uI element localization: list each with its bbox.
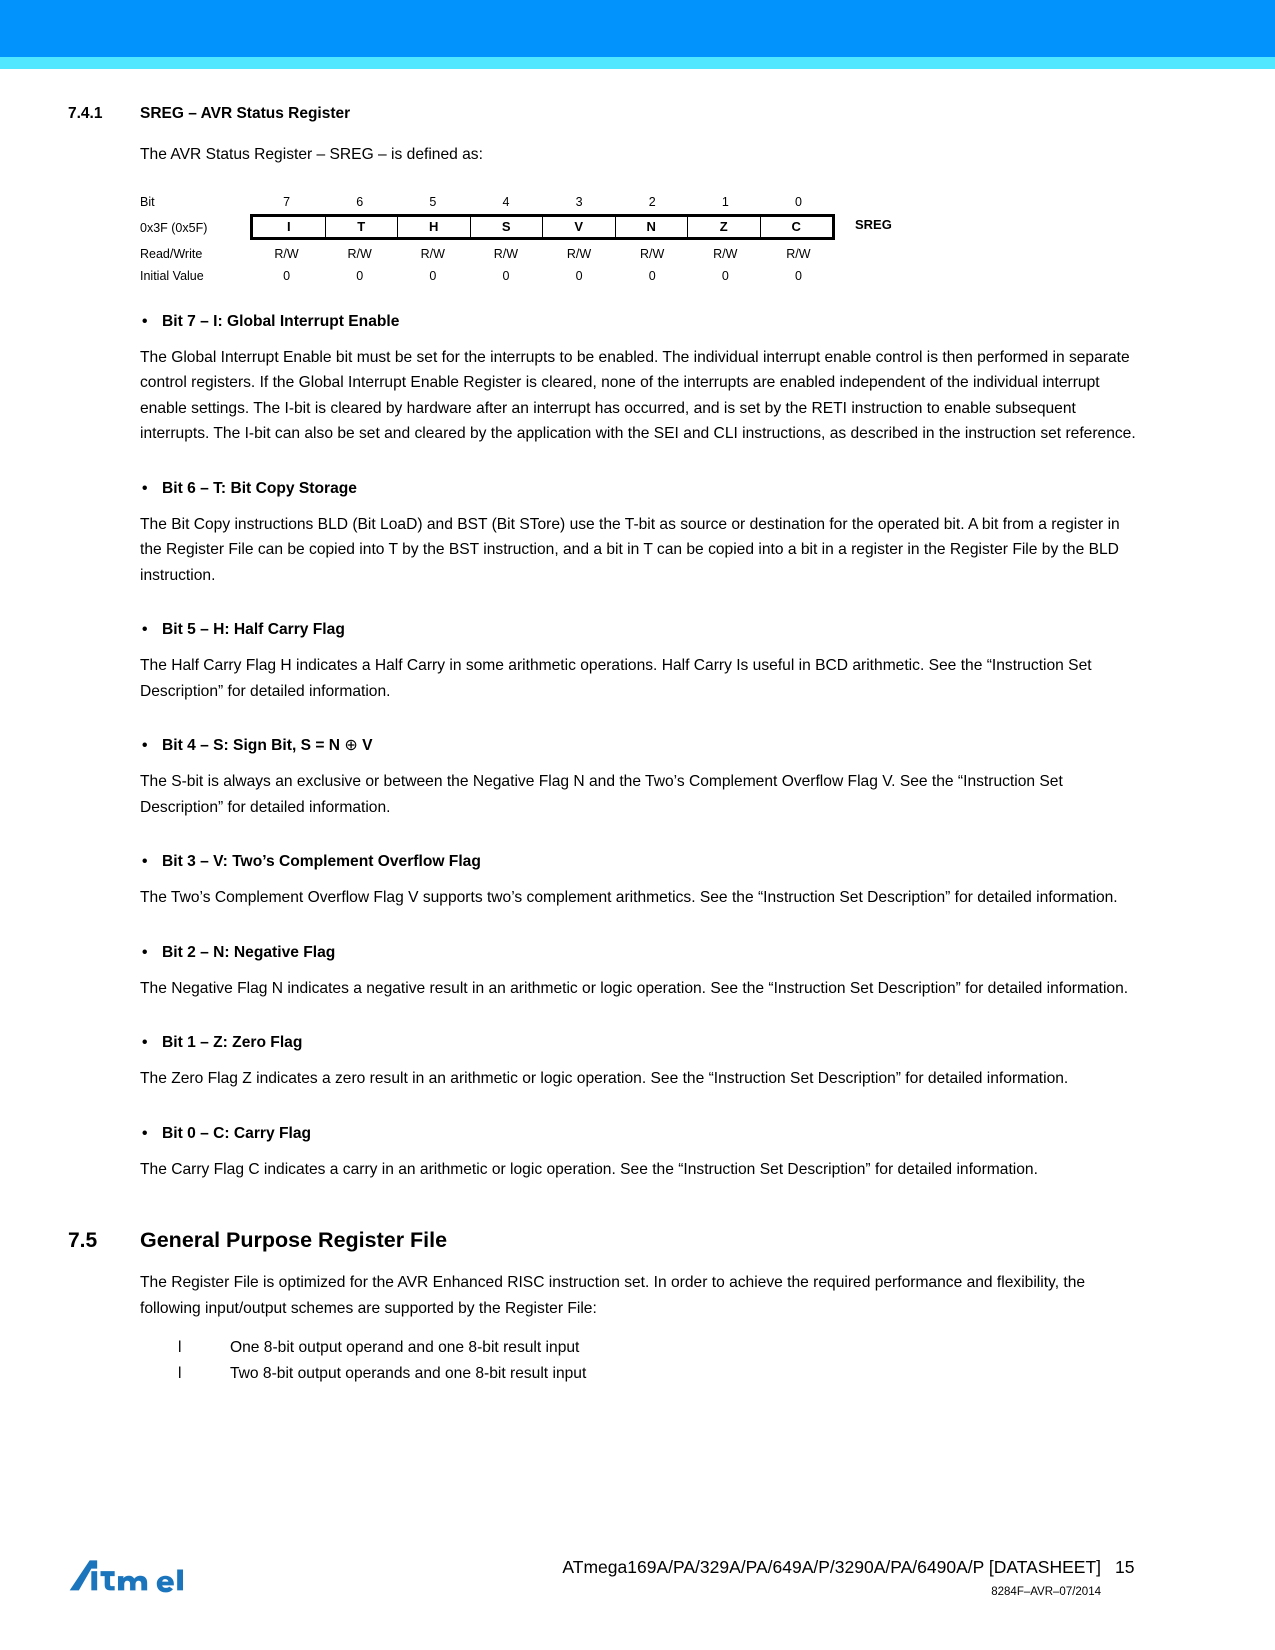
footer-document-title: ATmega169A/PA/329A/PA/649A/P/3290A/PA/6490A/P [DATASHEET]	[562, 1557, 1101, 1577]
bit-section-paragraph: The Global Interrupt Enable bit must be set for the interrupts to be enabled. The individual interrupt enable control is then performed in separate control registers. If the Global Interrupt Enable Register is cleared, none of the interrupts are enabled independent of the individual interrupt enable settings. The I-bit is cleared by hardware after an interrupt has occurred, and is set by the RETI instruction to enable subsequent interrupts. The I-bit can also be set and cleared by the application with the SEI and CLI instructions, as described in the instruction set reference.	[140, 348, 1136, 442]
register-access-cell: R/W	[420, 246, 445, 261]
page-footer	[0, 1527, 1275, 1650]
bit-section-paragraph: The Zero Flag Z indicates a zero result in an arithmetic or logic operation. See the “Instruction Set Description” for detailed information.	[140, 1070, 1069, 1087]
bullet-icon: •	[142, 479, 148, 497]
register-bit-cell: H	[398, 217, 471, 237]
bit-section-6	[140, 478, 1140, 589]
register-bit-number: 5	[429, 194, 437, 209]
register-bit-cell: C	[791, 218, 801, 234]
bit-section-2	[140, 942, 1140, 1002]
bit-section-0	[140, 1123, 1140, 1183]
banner-accent-bar	[0, 57, 1275, 69]
bit-section-paragraph: The Negative Flag N indicates a negative result in an arithmetic or logic operation. See the “Instruction Set Description” for detailed information.	[140, 979, 1129, 997]
list-item	[178, 1335, 1275, 1361]
bit-section-heading	[140, 619, 1140, 641]
bit-section-heading-text: Bit 3 – V: Two’s Complement Overflow Flag	[162, 853, 481, 870]
list-item	[178, 1361, 1275, 1387]
bit-section-paragraph: The Two’s Complement Overflow Flag V supports two’s complement arithmetics. See the “Instruction Set Description” for detailed information.	[140, 889, 1118, 906]
register-row-label-address: 0x3F (0x5F)	[140, 220, 208, 235]
bit-section-heading	[140, 1032, 1140, 1054]
bit-section-heading	[140, 851, 1140, 873]
register-initial-cell: 0	[502, 268, 510, 283]
section-intro-paragraph: The AVR Status Register – SREG – is defined as:	[140, 146, 483, 163]
register-bit-cell: T	[326, 217, 399, 237]
bullet-icon: •	[142, 312, 148, 330]
bit-section-heading	[140, 311, 1140, 333]
register-initial-cell: 0	[283, 268, 291, 283]
banner-primary-bar	[0, 0, 1275, 57]
register-bit-cell: V	[543, 217, 616, 237]
section-title: General Purpose Register File	[140, 1228, 448, 1252]
section-heading-7-4-1	[0, 105, 1275, 123]
bit-descriptions	[140, 311, 1140, 1183]
register-access-row	[250, 246, 835, 262]
register-bit-cell: Z	[688, 217, 761, 237]
section-number: 7.5	[68, 1229, 98, 1252]
list-item-label: Two 8-bit output operands and one 8-bit result input	[230, 1365, 587, 1382]
register-bit-number: 4	[502, 194, 510, 209]
register-bit-number: 7	[283, 194, 291, 209]
bit-section-paragraph: The Bit Copy instructions BLD (Bit LoaD) and BST (Bit STore) use the T-bit as source or destination for the operated bit. A bit from a register in the Register File can be copied into T by the BST instruction, and a bit in T can be copied into a bit in a register in the Register File by the BLD instruction.	[140, 515, 1120, 584]
register-access-cell: R/W	[786, 246, 811, 261]
register-initial-cell: 0	[794, 268, 802, 283]
register-bit-number: 6	[356, 194, 364, 209]
page-content	[0, 69, 1275, 1387]
bullet-icon: •	[142, 1034, 148, 1051]
register-access-cell: R/W	[713, 246, 738, 261]
register-row-label-initial-value: Initial Value	[140, 268, 204, 283]
bit-section-paragraph: The S-bit is always an exclusive or between the Negative Flag N and the Two’s Complement Overflow Flag V. See the “Instruction Set Description” for detailed information.	[140, 773, 1063, 816]
bit-section-paragraph: The Half Carry Flag H indicates a Half Carry in some arithmetic operations. Half Carry Is useful in BCD arithmetic. See the “Instruction Set Description” for detailed information.	[140, 657, 1092, 700]
bit-section-5	[140, 619, 1140, 704]
xor-symbol-icon: ⊕	[344, 737, 358, 754]
register-bit-number: 1	[721, 194, 729, 209]
section-intro-paragraph: The Register File is optimized for the AVR Enhanced RISC instruction set. In order to achieve the required performance and flexibility, the following input/output schemes are supported by the Register File:	[140, 1274, 1086, 1317]
register-bit-number: 3	[575, 194, 583, 209]
register-name-label: SREG	[855, 216, 892, 232]
bit-section-3	[140, 851, 1140, 911]
register-row-label-bit: Bit	[140, 194, 155, 209]
bullet-icon: •	[142, 853, 148, 870]
section-title: SREG – AVR Status Register	[140, 105, 351, 122]
bit-section-heading	[140, 735, 1140, 757]
register-initial-value-row	[250, 268, 835, 284]
bullet-icon: •	[142, 943, 148, 961]
section-number: 7.4.1	[68, 105, 103, 122]
register-initial-cell: 0	[575, 268, 583, 283]
register-bit-cell: I	[253, 217, 326, 237]
section-7-5-body	[140, 1270, 1140, 1321]
bit-section-heading-text: Bit 7 – I: Global Interrupt Enable	[162, 312, 400, 330]
register-row-label-read-write: Read/Write	[140, 246, 203, 261]
bit-section-heading-text: Bit 6 – T: Bit Copy Storage	[162, 479, 357, 497]
register-bit-cell: S	[471, 217, 544, 237]
register-access-cell: R/W	[347, 246, 372, 261]
footer-page-number: 15	[1115, 1557, 1135, 1577]
bit-section-1	[140, 1032, 1140, 1092]
sreg-register-diagram	[140, 188, 1140, 283]
bit-section-heading	[140, 478, 1140, 500]
bit-section-heading-text: Bit 0 – C: Carry Flag	[162, 1124, 312, 1142]
bullet-icon: •	[142, 737, 148, 754]
register-initial-cell: 0	[648, 268, 656, 283]
register-access-cell: R/W	[566, 246, 592, 261]
bit-section-heading-text: Bit 4 – S: Sign Bit, S = N	[162, 737, 345, 754]
register-initial-cell: 0	[356, 268, 364, 283]
bit-section-heading-text: Bit 2 – N: Negative Flag	[162, 943, 336, 961]
bullet-icon: •	[142, 1124, 148, 1142]
bit-section-heading	[140, 1123, 1140, 1145]
list-item-label: One 8-bit output operand and one 8-bit result input	[230, 1339, 580, 1356]
register-access-cell: R/W	[493, 246, 519, 261]
section-7-4-1-body	[140, 142, 1140, 168]
register-bit-cell: N	[616, 217, 689, 237]
register-bit-number: 2	[648, 194, 656, 209]
bullet-icon: •	[142, 621, 148, 638]
list-bullet-icon: l	[178, 1339, 182, 1356]
bit-section-7	[140, 311, 1140, 447]
register-bit-cells	[250, 214, 835, 240]
list-bullet-icon: l	[178, 1365, 182, 1382]
register-initial-cell: 0	[429, 268, 437, 283]
bit-section-heading-suffix: V	[357, 737, 373, 754]
register-bit-number: 0	[794, 194, 802, 209]
register-file-scheme-list	[178, 1335, 1275, 1387]
register-initial-cell: 0	[721, 268, 729, 283]
bit-section-4	[140, 735, 1140, 820]
bit-section-paragraph: The Carry Flag C indicates a carry in an arithmetic or logic operation. See the “Instruction Set Description” for detailed information.	[140, 1160, 1038, 1178]
bit-section-heading-text: Bit 1 – Z: Zero Flag	[162, 1034, 303, 1051]
footer-document-number: 8284F–AVR–07/2014	[991, 1586, 1101, 1598]
bit-section-heading-text: Bit 5 – H: Half Carry Flag	[162, 621, 345, 638]
page-top-banner	[0, 0, 1275, 69]
register-access-cell: R/W	[640, 246, 665, 261]
bit-section-heading	[140, 942, 1140, 964]
register-access-cell: R/W	[274, 246, 299, 261]
section-heading-7-5	[0, 1228, 1275, 1253]
register-bit-numbers-row	[250, 194, 835, 210]
